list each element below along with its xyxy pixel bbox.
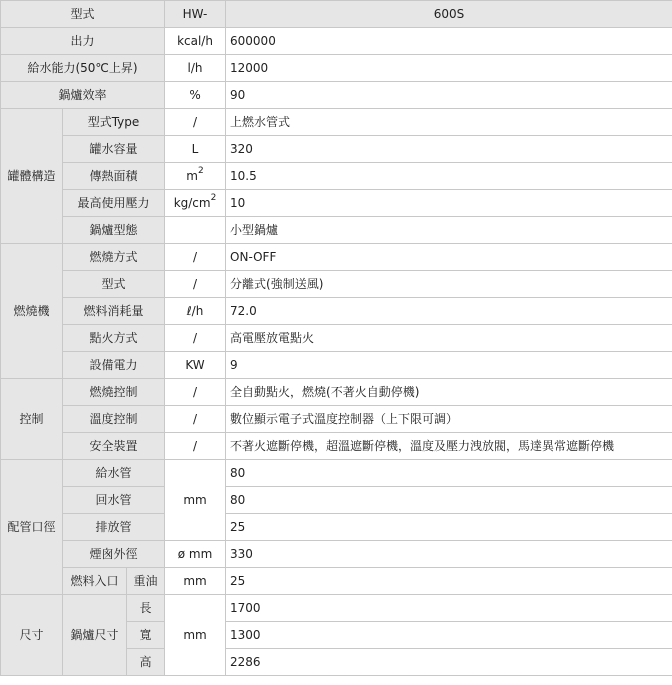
- row-label: 給水能力(50℃上昇): [1, 55, 165, 82]
- group-control: 控制: [1, 379, 63, 460]
- row-value: 80: [226, 487, 672, 514]
- row-label: 燃燒控制: [63, 379, 165, 406]
- table-row: [1, 82, 672, 109]
- unit-superscript: 2: [198, 166, 204, 176]
- table-row: [1, 379, 672, 406]
- dimensions-unit: mm: [165, 595, 226, 676]
- table-row: [1, 433, 672, 460]
- row-unit: /: [165, 271, 226, 298]
- group-piping: 配管口徑: [1, 460, 63, 595]
- row-label: 長: [127, 595, 165, 622]
- table-row: [1, 541, 672, 568]
- table-row: [1, 460, 672, 487]
- unit-superscript: 2: [210, 193, 217, 203]
- row-unit: /: [165, 433, 226, 460]
- row-unit: [165, 217, 226, 244]
- table-row: [1, 55, 672, 82]
- row-unit: L: [165, 136, 226, 163]
- table-row: [1, 190, 672, 217]
- row-label: 回水管: [63, 487, 165, 514]
- row-unit: mm: [165, 568, 226, 595]
- row-label: 煙囪外徑: [63, 541, 165, 568]
- row-value: 25: [226, 514, 672, 541]
- table-row: [1, 271, 672, 298]
- row-label: 溫度控制: [63, 406, 165, 433]
- row-label: 給水管: [63, 460, 165, 487]
- row-value: 90: [226, 82, 672, 109]
- row-value: 9: [226, 352, 672, 379]
- row-value: 2286: [226, 649, 672, 676]
- row-label: 鍋爐效率: [1, 82, 165, 109]
- row-label: 寬: [127, 622, 165, 649]
- group-dimensions: 尺寸: [1, 595, 63, 676]
- row-value: 12000: [226, 55, 672, 82]
- row-value: 72.0: [226, 298, 672, 325]
- row-value: ON-OFF: [226, 244, 672, 271]
- table-row: [1, 568, 672, 595]
- row-value: 320: [226, 136, 672, 163]
- dimensions-sub: 鍋爐尺寸: [63, 595, 127, 676]
- table-row: [1, 298, 672, 325]
- row-label: 型式Type: [63, 109, 165, 136]
- row-label: 傳熱面積: [63, 163, 165, 190]
- row-label: 高: [127, 649, 165, 676]
- header-label: 型式: [1, 1, 165, 28]
- header-unit: HW-: [165, 1, 226, 28]
- row-value: 330: [226, 541, 672, 568]
- table-row: [1, 514, 672, 541]
- group-burner: 燃燒機: [1, 244, 63, 379]
- group-structure: 罐體構造: [1, 109, 63, 244]
- row-value: 25: [226, 568, 672, 595]
- row-unit: l/h: [165, 55, 226, 82]
- row-label: 出力: [1, 28, 165, 55]
- row-value: 600000: [226, 28, 672, 55]
- table-row: [1, 244, 672, 271]
- unit-base: m: [186, 169, 198, 183]
- row-value: 10: [226, 190, 672, 217]
- row-value: 10.5: [226, 163, 672, 190]
- row-value: 1300: [226, 622, 672, 649]
- row-value: 全自動點火，燃燒(不著火自動停機): [226, 379, 672, 406]
- row-label: 安全裝置: [63, 433, 165, 460]
- row-unit: /: [165, 379, 226, 406]
- unit-base: kg/cm: [173, 196, 211, 210]
- row-label: 鍋爐型態: [63, 217, 165, 244]
- table-row: [1, 595, 672, 622]
- row-label: 最高使用壓力: [63, 190, 165, 217]
- row-unit: %: [165, 82, 226, 109]
- table-row: [1, 28, 672, 55]
- table-row: [1, 325, 672, 352]
- row-label: 設備電力: [63, 352, 165, 379]
- row-value: 80: [226, 460, 672, 487]
- row-value: 1700: [226, 595, 672, 622]
- row-value: 數位顯示電子式溫度控制器（上下限可調）: [226, 406, 672, 433]
- table-row: [1, 163, 672, 190]
- row-label: 點火方式: [63, 325, 165, 352]
- row-label: 罐水容量: [63, 136, 165, 163]
- row-unit: KW: [165, 352, 226, 379]
- row-unit: /: [165, 325, 226, 352]
- row-unit: [165, 163, 226, 190]
- row-value: 分離式(強制送風): [226, 271, 672, 298]
- table-row: [1, 136, 672, 163]
- row-value: 不著火遮斷停機，超溫遮斷停機，溫度及壓力洩放閥，馬達異常遮斷停機: [226, 433, 672, 460]
- header-row: [1, 1, 672, 28]
- table-row: [1, 406, 672, 433]
- table-row: [1, 352, 672, 379]
- row-unit: ℓ/h: [165, 298, 226, 325]
- row-label: 燃燒方式: [63, 244, 165, 271]
- row-label: 排放管: [63, 514, 165, 541]
- row-value: 上燃水管式: [226, 109, 672, 136]
- piping-unit: mm: [165, 460, 226, 541]
- row-value: 小型鍋爐: [226, 217, 672, 244]
- row-value: 高電壓放電點火: [226, 325, 672, 352]
- row-unit: /: [165, 406, 226, 433]
- row-label: 燃料入口: [63, 568, 127, 595]
- row-unit: kcal/h: [165, 28, 226, 55]
- row-unit: /: [165, 109, 226, 136]
- table-row: [1, 217, 672, 244]
- header-value: 600S: [226, 1, 672, 28]
- row-label: 型式: [63, 271, 165, 298]
- row-unit: [165, 190, 226, 217]
- table-row: [1, 487, 672, 514]
- row-sublabel: 重油: [127, 568, 165, 595]
- row-label: 燃料消耗量: [63, 298, 165, 325]
- row-unit: /: [165, 244, 226, 271]
- row-unit: ø mm: [165, 541, 226, 568]
- table-row: [1, 109, 672, 136]
